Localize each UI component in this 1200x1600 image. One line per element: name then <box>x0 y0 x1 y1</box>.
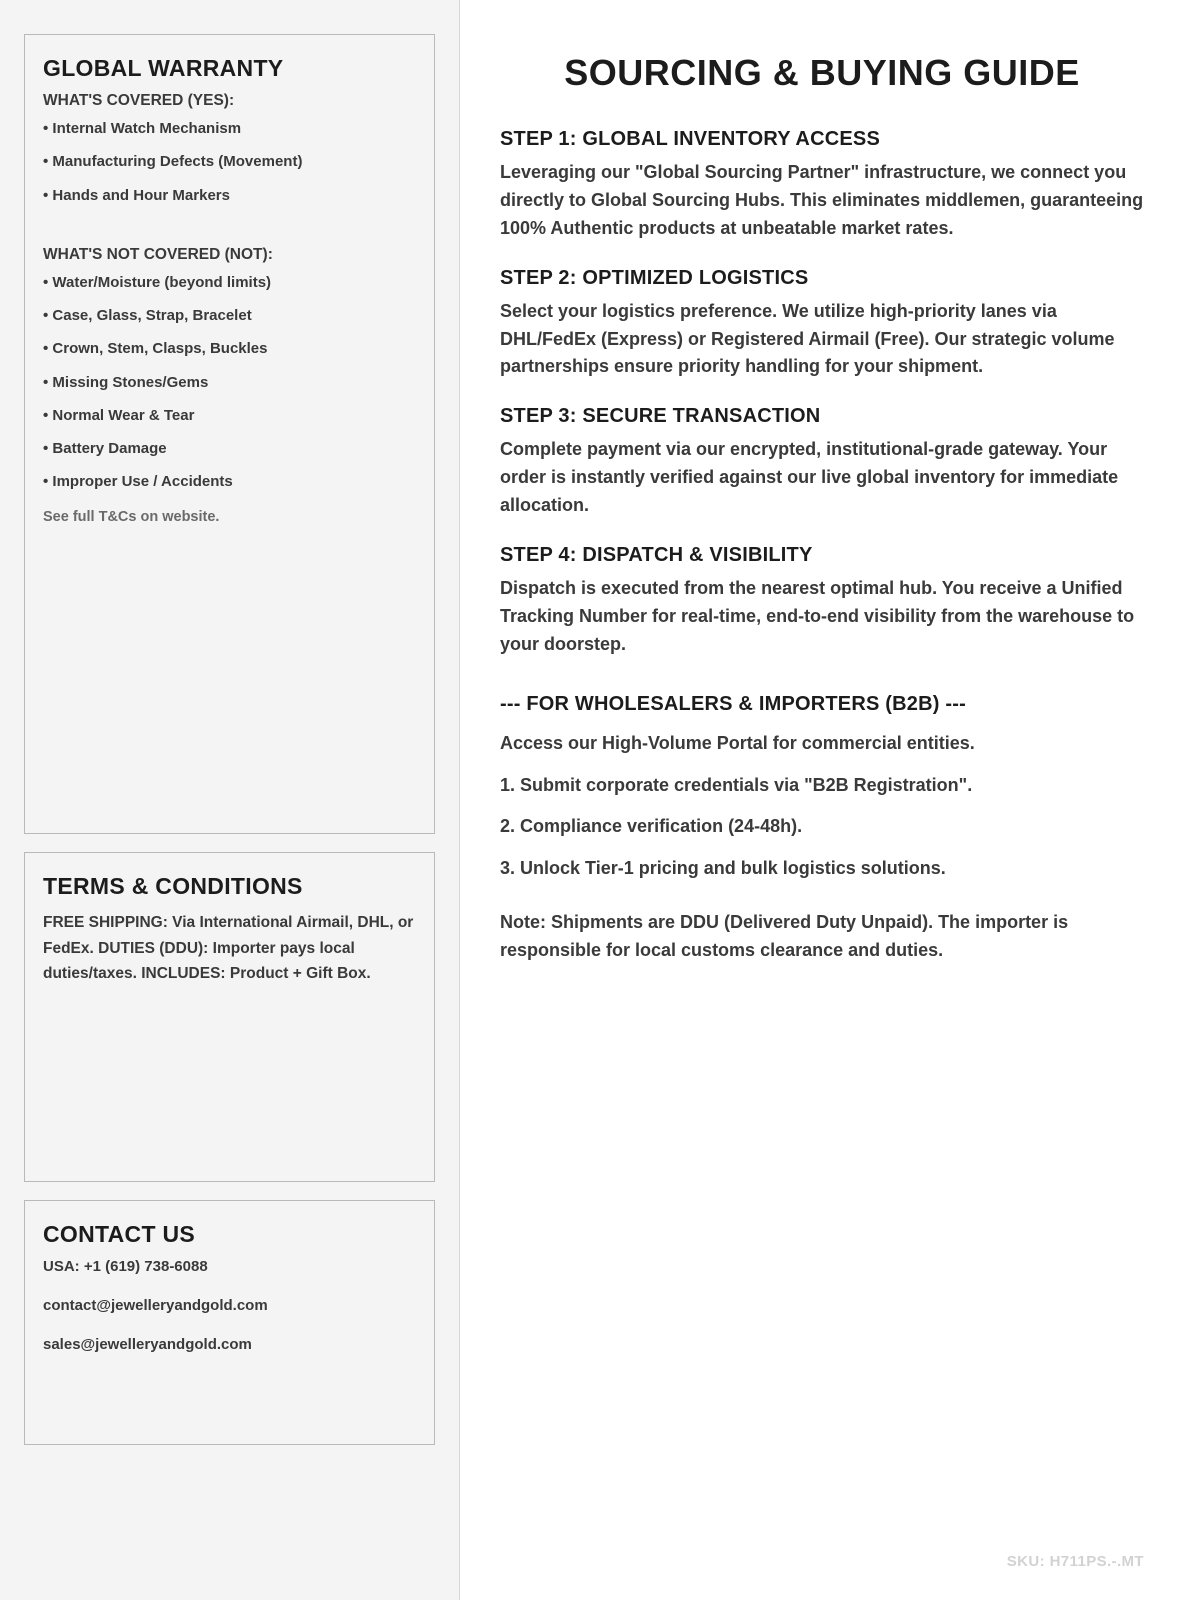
sku-label: SKU: H711PS.-.MT <box>1006 1553 1144 1570</box>
step-1 <box>500 128 1144 243</box>
b2b-heading: --- FOR WHOLESALERS & IMPORTERS (B2B) --- <box>500 692 966 715</box>
step-3-body: Complete payment via our encrypted, institutional-grade gateway. Your order is instantly verified against our live global inventory for immediate allocation. <box>500 439 1119 516</box>
list-item: • Manufacturing Defects (Movement) <box>43 153 303 171</box>
terms-title: TERMS & CONDITIONS <box>43 873 303 899</box>
contact-email-sales[interactable]: sales@jewelleryandgold.com <box>43 1336 252 1353</box>
list-item: • Internal Watch Mechanism <box>43 120 242 137</box>
contact-us-panel <box>24 1200 435 1445</box>
warranty-title: GLOBAL WARRANTY <box>43 55 284 81</box>
list-item: • Normal Wear & Tear <box>43 406 195 424</box>
list-item: • Case, Glass, Strap, Bracelet <box>43 307 252 324</box>
contact-email-primary[interactable]: contact@jewelleryandgold.com <box>43 1297 268 1314</box>
contact-title: CONTACT US <box>43 1221 196 1247</box>
step-1-title: STEP 1: GLOBAL INVENTORY ACCESS <box>500 128 880 150</box>
main-content <box>460 0 1200 1600</box>
b2b-step-2: 2. Compliance verification (24-48h). <box>500 816 803 837</box>
step-1-body: Leveraging our "Global Sourcing Partner" infrastructure, we connect you directly to Global Sourcing Hubs. This eliminates middlemen, guaranteeing 100% Authentic products at unbeatable market rates. <box>500 162 1144 238</box>
list-item: • Battery Damage <box>43 440 167 457</box>
step-2 <box>500 267 1144 382</box>
warranty-footnote: See full T&Cs on website. <box>43 508 220 525</box>
step-3-title: STEP 3: SECURE TRANSACTION <box>500 405 821 428</box>
step-4 <box>500 544 1144 659</box>
list-item: • Missing Stones/Gems <box>43 373 209 391</box>
b2b-intro: Access our High-Volume Portal for commercial entities. <box>500 732 975 753</box>
terms-body: FREE SHIPPING: Via International Airmail, DHL, or FedEx. DUTIES (DDU): Importer pays local duties/taxes. INCLUDES: Product + Gift Box. <box>43 914 414 983</box>
list-item: • Crown, Stem, Clasps, Buckles <box>43 340 268 358</box>
step-4-body: Dispatch is executed from the nearest optimal hub. You receive a Unified Tracking Number for real-time, end-to-end visibility from the warehouse to your doorstep. <box>500 578 1135 654</box>
step-2-title: STEP 2: OPTIMIZED LOGISTICS <box>500 266 809 289</box>
terms-and-conditions-panel <box>24 852 435 1182</box>
list-item: • Water/Moisture (beyond limits) <box>43 273 272 291</box>
step-3 <box>500 405 1144 520</box>
step-4-title: STEP 4: DISPATCH & VISIBILITY <box>500 544 813 567</box>
warranty-covered-heading: WHAT'S COVERED (YES): <box>43 92 235 109</box>
list-item: • Hands and Hour Markers <box>43 186 230 204</box>
contact-phone[interactable]: USA: +1 (619) 738-6088 <box>43 1258 208 1275</box>
warranty-not-covered-heading: WHAT'S NOT COVERED (NOT): <box>43 245 273 263</box>
page-title: SOURCING & BUYING GUIDE <box>564 52 1080 93</box>
left-sidebar <box>0 0 460 1600</box>
global-warranty-panel <box>24 34 435 834</box>
b2b-note: Note: Shipments are DDU (Delivered Duty Unpaid). The importer is responsible for local customs clearance and duties. <box>500 912 1069 961</box>
list-item: • Improper Use / Accidents <box>43 473 233 491</box>
spacer <box>43 220 416 242</box>
b2b-step-3: 3. Unlock Tier-1 pricing and bulk logistics solutions. <box>500 858 946 879</box>
b2b-step-1: 1. Submit corporate credentials via "B2B Registration". <box>500 774 973 795</box>
step-2-body: Select your logistics preference. We utilize high-priority lanes via DHL/FedEx (Express) or Registered Airmail (Free). Our strategic volume partnerships ensure priority handling for your shipment. <box>500 300 1115 377</box>
